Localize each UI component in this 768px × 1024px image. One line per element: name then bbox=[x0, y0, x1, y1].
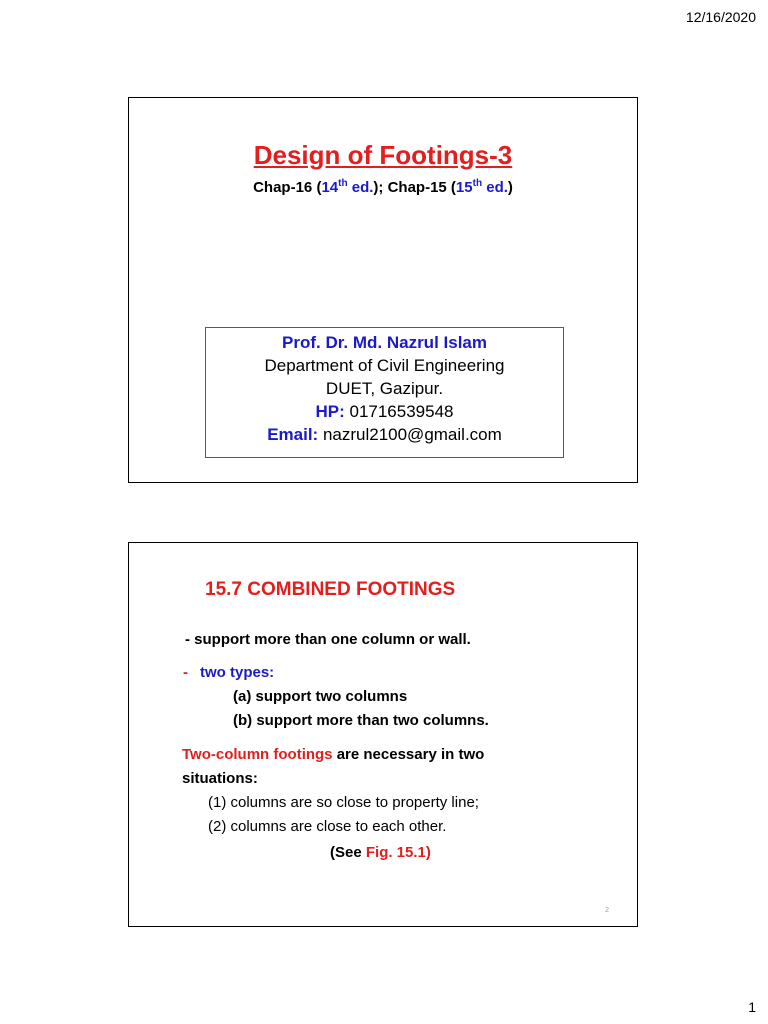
type-a: (a) support two columns bbox=[233, 688, 408, 705]
author-department: Department of Civil Engineering bbox=[264, 356, 505, 375]
author-info-box bbox=[205, 327, 564, 458]
figure-reference: (See Fig. 15.1) bbox=[330, 844, 431, 861]
section-title: 15.7 COMBINED FOOTINGS bbox=[205, 579, 456, 600]
slide-1 bbox=[128, 97, 638, 483]
edition-14: 14th ed. bbox=[321, 178, 374, 196]
author-email: Email: nazrul2100@gmail.com bbox=[267, 425, 502, 444]
author-institution: DUET, Gazipur. bbox=[325, 379, 444, 398]
author-phone: HP: 01716539548 bbox=[315, 402, 454, 421]
page-number: 1 bbox=[748, 999, 756, 1015]
slide-number: 2 bbox=[605, 907, 609, 914]
case-1: (1) columns are so close to property line; bbox=[208, 794, 479, 811]
author-name: Prof. Dr. Md. Nazrul Islam bbox=[282, 333, 487, 352]
case-2: (2) columns are close to each other. bbox=[208, 818, 447, 835]
situation-line-2: situations: bbox=[182, 770, 258, 787]
bullet-two-types: - two types: bbox=[183, 664, 275, 681]
edition-15: 15th ed. bbox=[455, 178, 508, 196]
page-date: 12/16/2020 bbox=[685, 9, 756, 25]
slide-title: Design of Footings-3 bbox=[253, 140, 513, 170]
bullet-support: - support more than one column or wall. bbox=[185, 631, 471, 648]
type-b: (b) support more than two columns. bbox=[233, 712, 489, 729]
subtitle-chap16: Chap-16 ( bbox=[253, 179, 322, 196]
slide-2 bbox=[128, 542, 638, 927]
slide-subtitle: Chap-16 (14th ed.); Chap-15 (15th ed.) bbox=[253, 178, 513, 196]
situation-line: Two-column footings are necessary in two bbox=[182, 746, 485, 763]
subtitle-chap15: ); Chap-15 ( bbox=[373, 179, 456, 196]
